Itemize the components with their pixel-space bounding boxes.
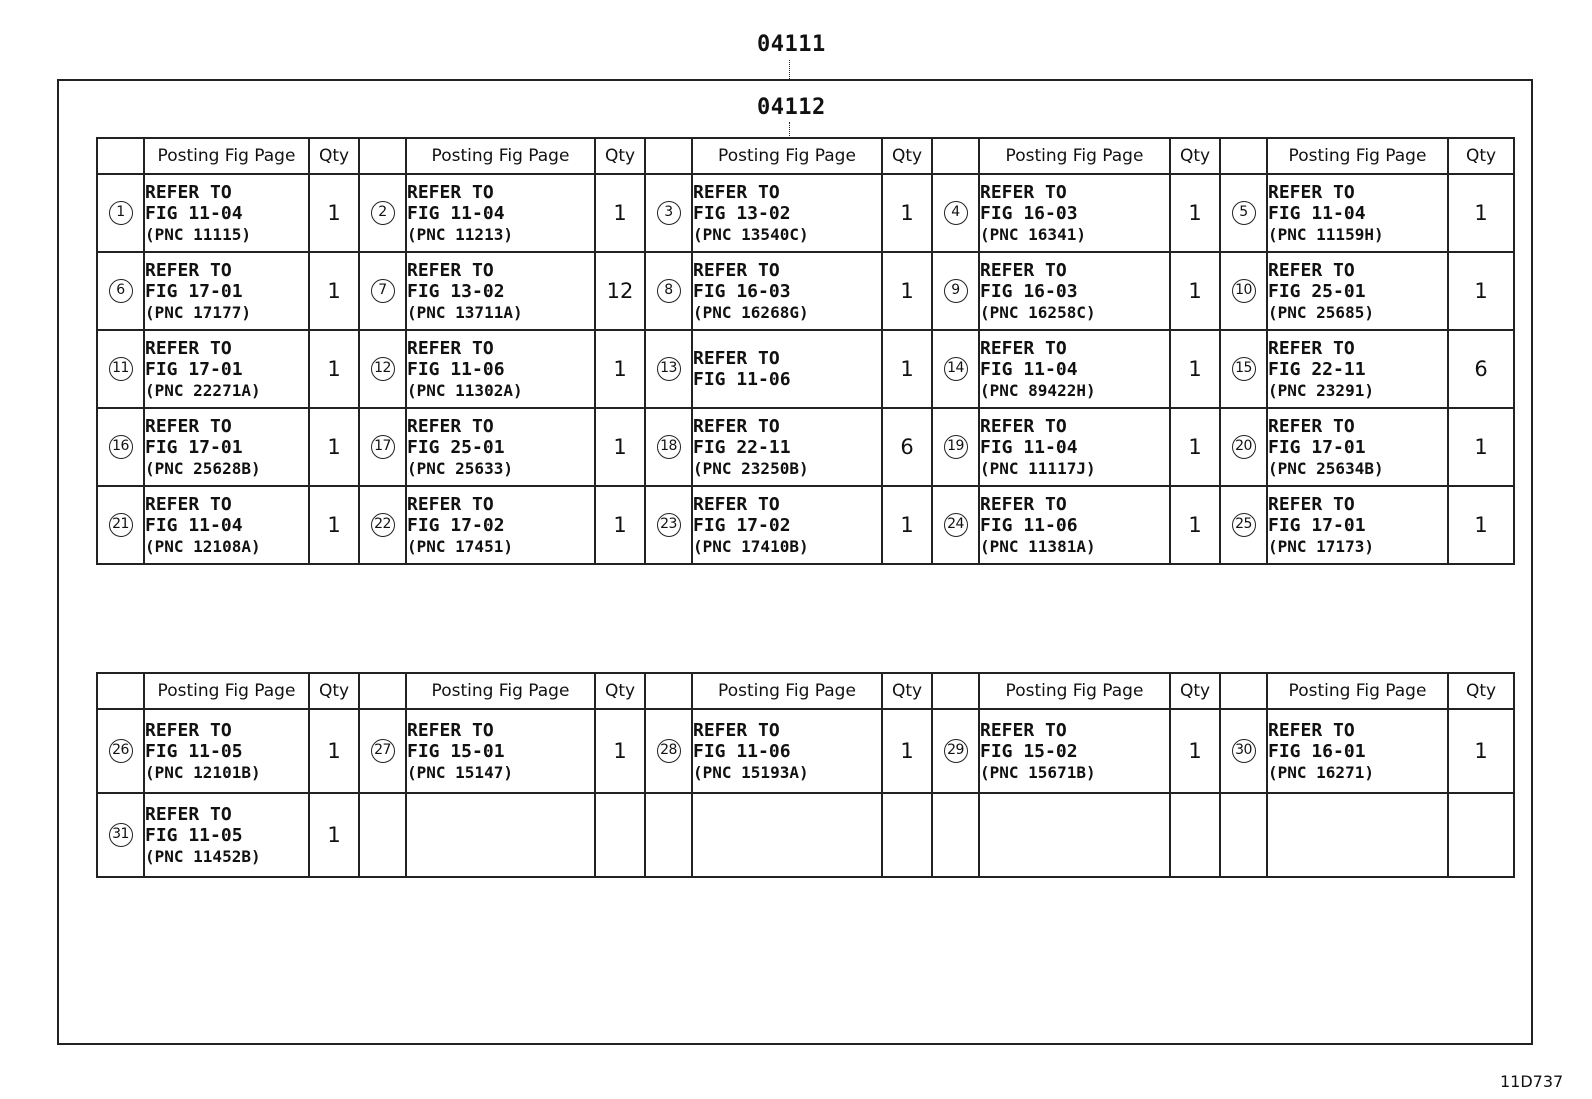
reference-cell bbox=[406, 486, 595, 564]
reference-cell bbox=[144, 793, 309, 877]
pnc-reference: (PNC 25633) bbox=[407, 458, 513, 478]
refer-to-text: REFER TO bbox=[980, 181, 1067, 203]
header-posting-fig-page: Posting Fig Page bbox=[692, 673, 882, 709]
reference-cell bbox=[692, 330, 882, 408]
qty-cell: 1 bbox=[1170, 709, 1220, 793]
reference-cell bbox=[1267, 793, 1448, 877]
qty-cell: 1 bbox=[595, 486, 645, 564]
fig-reference: FIG 11-06 bbox=[693, 369, 791, 390]
refer-to-text: REFER TO bbox=[980, 719, 1067, 741]
refer-to-text: REFER TO bbox=[980, 415, 1067, 437]
header-qty: Qty bbox=[309, 673, 359, 709]
pnc-reference: (PNC 22271A) bbox=[145, 380, 261, 400]
reference-cell bbox=[144, 252, 309, 330]
item-number-badge: 29 bbox=[944, 739, 968, 763]
pnc-reference: (PNC 11302A) bbox=[407, 380, 523, 400]
table-header-row bbox=[97, 138, 1514, 174]
reference-cell bbox=[979, 793, 1170, 877]
header-qty: Qty bbox=[882, 673, 932, 709]
fig-reference: FIG 11-05 bbox=[145, 740, 243, 762]
qty-cell: 1 bbox=[882, 174, 932, 252]
header-posting-fig-page: Posting Fig Page bbox=[979, 673, 1170, 709]
reference-cell bbox=[692, 174, 882, 252]
fig-reference: FIG 17-01 bbox=[1268, 514, 1366, 536]
qty-cell: 1 bbox=[882, 709, 932, 793]
fig-reference: FIG 17-02 bbox=[407, 514, 505, 536]
refer-to-text: REFER TO bbox=[980, 337, 1067, 359]
table-row bbox=[97, 252, 1514, 330]
reference-cell bbox=[406, 408, 595, 486]
pnc-reference: (PNC 25634B) bbox=[1268, 458, 1384, 478]
qty-cell: 1 bbox=[309, 793, 359, 877]
pnc-reference: (PNC 15147) bbox=[407, 762, 513, 782]
item-number-cell bbox=[97, 486, 144, 564]
fig-reference: FIG 11-06 bbox=[693, 740, 791, 762]
header-qty: Qty bbox=[1170, 673, 1220, 709]
reference-cell bbox=[406, 709, 595, 793]
table-row bbox=[97, 174, 1514, 252]
item-number-cell bbox=[932, 486, 979, 564]
item-number-cell bbox=[1220, 709, 1267, 793]
qty-cell: 1 bbox=[1448, 252, 1514, 330]
reference-cell bbox=[406, 330, 595, 408]
refer-to-text: REFER TO bbox=[145, 181, 232, 203]
pnc-reference: (PNC 23250B) bbox=[693, 458, 809, 478]
item-number-badge: 15 bbox=[1232, 357, 1256, 381]
header-posting-fig-page: Posting Fig Page bbox=[1267, 673, 1448, 709]
qty-cell: 1 bbox=[309, 486, 359, 564]
qty-cell: 1 bbox=[1448, 709, 1514, 793]
reference-cell bbox=[406, 252, 595, 330]
refer-to-text: REFER TO bbox=[407, 259, 494, 281]
item-number-cell bbox=[359, 330, 406, 408]
qty-cell: 1 bbox=[1448, 174, 1514, 252]
qty-cell: 1 bbox=[309, 330, 359, 408]
header-qty: Qty bbox=[309, 138, 359, 174]
reference-cell bbox=[1267, 330, 1448, 408]
qty-cell: 1 bbox=[1448, 486, 1514, 564]
pnc-reference: (PNC 11213) bbox=[407, 224, 513, 244]
pnc-reference: (PNC 11381A) bbox=[980, 536, 1096, 556]
fig-reference: FIG 11-04 bbox=[980, 358, 1078, 380]
item-number-badge: 31 bbox=[109, 823, 133, 847]
refer-to-text: REFER TO bbox=[407, 719, 494, 741]
fig-reference: FIG 11-06 bbox=[980, 514, 1078, 536]
qty-cell: 1 bbox=[595, 174, 645, 252]
header-qty: Qty bbox=[882, 138, 932, 174]
reference-cell bbox=[144, 174, 309, 252]
refer-to-text: REFER TO bbox=[693, 493, 780, 515]
item-number-badge: 4 bbox=[944, 201, 968, 225]
qty-cell: 1 bbox=[1170, 252, 1220, 330]
header-qty: Qty bbox=[1448, 673, 1514, 709]
header-item-number bbox=[645, 673, 692, 709]
refer-to-text: REFER TO bbox=[1268, 259, 1355, 281]
item-number-cell bbox=[359, 174, 406, 252]
item-number-cell bbox=[645, 174, 692, 252]
qty-cell: 1 bbox=[1170, 330, 1220, 408]
reference-cell bbox=[979, 330, 1170, 408]
reference-cell bbox=[979, 408, 1170, 486]
item-number-badge: 9 bbox=[944, 279, 968, 303]
pnc-reference: (PNC 16271) bbox=[1268, 762, 1374, 782]
reference-cell bbox=[979, 486, 1170, 564]
refer-to-text: REFER TO bbox=[145, 415, 232, 437]
table-row bbox=[97, 486, 1514, 564]
reference-cell bbox=[1267, 174, 1448, 252]
qty-cell: 1 bbox=[882, 252, 932, 330]
refer-to-text: REFER TO bbox=[407, 493, 494, 515]
pnc-reference: (PNC 23291) bbox=[1268, 380, 1374, 400]
refer-to-text: REFER TO bbox=[980, 259, 1067, 281]
fig-reference: FIG 22-11 bbox=[693, 436, 791, 458]
header-qty: Qty bbox=[1448, 138, 1514, 174]
table-row bbox=[97, 793, 1514, 877]
item-number-badge: 21 bbox=[109, 513, 133, 537]
qty-cell: 1 bbox=[595, 330, 645, 408]
item-number-cell bbox=[1220, 330, 1267, 408]
item-number-cell bbox=[645, 486, 692, 564]
qty-cell: 6 bbox=[882, 408, 932, 486]
item-number-badge: 7 bbox=[371, 279, 395, 303]
reference-cell bbox=[1267, 408, 1448, 486]
fig-reference: FIG 22-11 bbox=[1268, 358, 1366, 380]
item-number-cell bbox=[97, 174, 144, 252]
qty-cell: 1 bbox=[882, 486, 932, 564]
pnc-reference: (PNC 12101B) bbox=[145, 762, 261, 782]
fig-reference: FIG 17-01 bbox=[145, 436, 243, 458]
fig-reference: FIG 13-02 bbox=[693, 202, 791, 224]
header-qty: Qty bbox=[1170, 138, 1220, 174]
item-number-cell bbox=[645, 793, 692, 877]
reference-cell bbox=[1267, 252, 1448, 330]
qty-cell bbox=[595, 793, 645, 877]
refer-to-text: REFER TO bbox=[1268, 337, 1355, 359]
reference-cell bbox=[692, 486, 882, 564]
item-number-badge: 8 bbox=[657, 279, 681, 303]
item-number-cell bbox=[97, 252, 144, 330]
refer-to-text: REFER TO bbox=[980, 493, 1067, 515]
item-number-cell bbox=[359, 486, 406, 564]
header-item-number bbox=[1220, 673, 1267, 709]
pnc-reference: (PNC 11115) bbox=[145, 224, 251, 244]
refer-to-text: REFER TO bbox=[693, 719, 780, 741]
pnc-reference: (PNC 11452B) bbox=[145, 846, 261, 866]
pnc-reference: (PNC 17177) bbox=[145, 302, 251, 322]
item-number-cell bbox=[645, 330, 692, 408]
item-number-cell bbox=[359, 793, 406, 877]
refer-to-text: REFER TO bbox=[407, 337, 494, 359]
reference-cell bbox=[979, 709, 1170, 793]
item-number-cell bbox=[1220, 486, 1267, 564]
qty-cell: 1 bbox=[309, 408, 359, 486]
qty-cell: 6 bbox=[1448, 330, 1514, 408]
fig-reference: FIG 16-03 bbox=[693, 280, 791, 302]
item-number-badge: 5 bbox=[1232, 201, 1256, 225]
table-row bbox=[97, 709, 1514, 793]
reference-cell bbox=[144, 486, 309, 564]
header-item-number bbox=[359, 673, 406, 709]
pnc-reference: (PNC 11159H) bbox=[1268, 224, 1384, 244]
qty-cell: 1 bbox=[1170, 174, 1220, 252]
illustration-code: 11D737 bbox=[1500, 1072, 1564, 1091]
item-number-badge: 30 bbox=[1232, 739, 1256, 763]
item-number-badge: 1 bbox=[109, 201, 133, 225]
fig-reference: FIG 17-01 bbox=[1268, 436, 1366, 458]
pnc-reference: (PNC 17410B) bbox=[693, 536, 809, 556]
pnc-reference: (PNC 17173) bbox=[1268, 536, 1374, 556]
table-row bbox=[97, 330, 1514, 408]
item-number-cell bbox=[645, 408, 692, 486]
item-number-badge: 16 bbox=[109, 435, 133, 459]
qty-cell: 1 bbox=[1170, 486, 1220, 564]
fig-reference: FIG 11-06 bbox=[407, 358, 505, 380]
header-item-number bbox=[645, 138, 692, 174]
header-qty: Qty bbox=[595, 138, 645, 174]
header-item-number bbox=[97, 673, 144, 709]
item-number-badge: 10 bbox=[1232, 279, 1256, 303]
header-posting-fig-page: Posting Fig Page bbox=[1267, 138, 1448, 174]
header-row bbox=[97, 138, 1514, 174]
assembly-code-04112: 04112 bbox=[757, 95, 826, 120]
qty-cell bbox=[1170, 793, 1220, 877]
reference-cell bbox=[406, 174, 595, 252]
fig-reference: FIG 11-04 bbox=[407, 202, 505, 224]
item-number-badge: 25 bbox=[1232, 513, 1256, 537]
item-number-badge: 14 bbox=[944, 357, 968, 381]
item-number-badge: 24 bbox=[944, 513, 968, 537]
parts-reference-table-1 bbox=[96, 137, 1515, 565]
qty-cell: 1 bbox=[595, 709, 645, 793]
pnc-reference: (PNC 17451) bbox=[407, 536, 513, 556]
table-header-row bbox=[97, 673, 1514, 709]
reference-cell bbox=[406, 793, 595, 877]
refer-to-text: REFER TO bbox=[693, 415, 780, 437]
qty-cell: 1 bbox=[882, 330, 932, 408]
fig-reference: FIG 15-02 bbox=[980, 740, 1078, 762]
item-number-cell bbox=[932, 174, 979, 252]
qty-cell: 1 bbox=[1448, 408, 1514, 486]
refer-to-text: REFER TO bbox=[145, 493, 232, 515]
fig-reference: FIG 11-04 bbox=[980, 436, 1078, 458]
item-number-cell bbox=[97, 793, 144, 877]
pnc-reference: (PNC 12108A) bbox=[145, 536, 261, 556]
refer-to-text: REFER TO bbox=[407, 181, 494, 203]
header-row bbox=[97, 673, 1514, 709]
item-number-badge: 6 bbox=[109, 279, 133, 303]
item-number-cell bbox=[359, 408, 406, 486]
item-number-cell bbox=[97, 408, 144, 486]
refer-to-text: REFER TO bbox=[1268, 493, 1355, 515]
item-number-cell bbox=[932, 709, 979, 793]
item-number-badge: 12 bbox=[371, 357, 395, 381]
refer-to-text: REFER TO bbox=[1268, 181, 1355, 203]
qty-cell: 1 bbox=[309, 174, 359, 252]
refer-to-text: REFER TO bbox=[145, 719, 232, 741]
fig-reference: FIG 15-01 bbox=[407, 740, 505, 762]
refer-to-text: REFER TO bbox=[1268, 415, 1355, 437]
pnc-reference: (PNC 13711A) bbox=[407, 302, 523, 322]
qty-cell: 1 bbox=[309, 252, 359, 330]
reference-cell bbox=[1267, 709, 1448, 793]
header-qty: Qty bbox=[595, 673, 645, 709]
item-number-cell bbox=[932, 252, 979, 330]
item-number-badge: 17 bbox=[371, 435, 395, 459]
pnc-reference: (PNC 89422H) bbox=[980, 380, 1096, 400]
header-item-number bbox=[1220, 138, 1267, 174]
item-number-badge: 3 bbox=[657, 201, 681, 225]
header-item-number bbox=[932, 673, 979, 709]
refer-to-text: REFER TO bbox=[693, 181, 780, 203]
refer-to-text: REFER TO bbox=[693, 259, 780, 281]
item-number-cell bbox=[1220, 252, 1267, 330]
refer-to-text: REFER TO bbox=[145, 803, 232, 825]
header-item-number bbox=[932, 138, 979, 174]
item-number-badge: 19 bbox=[944, 435, 968, 459]
item-number-badge: 22 bbox=[371, 513, 395, 537]
table-row bbox=[97, 408, 1514, 486]
header-posting-fig-page: Posting Fig Page bbox=[144, 138, 309, 174]
reference-cell bbox=[144, 408, 309, 486]
pnc-reference: (PNC 11117J) bbox=[980, 458, 1096, 478]
item-number-badge: 26 bbox=[109, 739, 133, 763]
reference-cell bbox=[144, 330, 309, 408]
fig-reference: FIG 25-01 bbox=[1268, 280, 1366, 302]
fig-reference: FIG 16-03 bbox=[980, 202, 1078, 224]
qty-cell bbox=[1448, 793, 1514, 877]
reference-cell bbox=[692, 408, 882, 486]
pnc-reference: (PNC 25685) bbox=[1268, 302, 1374, 322]
reference-cell bbox=[692, 793, 882, 877]
header-posting-fig-page: Posting Fig Page bbox=[144, 673, 309, 709]
item-number-badge: 13 bbox=[657, 357, 681, 381]
pnc-reference: (PNC 13540C) bbox=[693, 224, 809, 244]
fig-reference: FIG 17-01 bbox=[145, 280, 243, 302]
header-posting-fig-page: Posting Fig Page bbox=[406, 673, 595, 709]
item-number-cell bbox=[932, 408, 979, 486]
fig-reference: FIG 13-02 bbox=[407, 280, 505, 302]
fig-reference: FIG 11-04 bbox=[145, 202, 243, 224]
qty-cell: 1 bbox=[309, 709, 359, 793]
item-number-cell bbox=[1220, 408, 1267, 486]
item-number-cell bbox=[97, 330, 144, 408]
header-posting-fig-page: Posting Fig Page bbox=[692, 138, 882, 174]
pnc-reference: (PNC 16258C) bbox=[980, 302, 1096, 322]
qty-cell: 1 bbox=[595, 408, 645, 486]
header-item-number bbox=[359, 138, 406, 174]
item-number-badge: 20 bbox=[1232, 435, 1256, 459]
fig-reference: FIG 16-03 bbox=[980, 280, 1078, 302]
item-number-badge: 11 bbox=[109, 357, 133, 381]
item-number-badge: 28 bbox=[657, 739, 681, 763]
fig-reference: FIG 17-01 bbox=[145, 358, 243, 380]
item-number-cell bbox=[359, 709, 406, 793]
reference-cell bbox=[692, 709, 882, 793]
item-number-badge: 2 bbox=[371, 201, 395, 225]
header-item-number bbox=[97, 138, 144, 174]
item-number-cell bbox=[645, 252, 692, 330]
refer-to-text: REFER TO bbox=[1268, 719, 1355, 741]
reference-cell bbox=[144, 709, 309, 793]
item-number-cell bbox=[97, 709, 144, 793]
item-number-cell bbox=[1220, 793, 1267, 877]
fig-reference: FIG 11-05 bbox=[145, 824, 243, 846]
leader-line-outer bbox=[789, 60, 790, 79]
fig-reference: FIG 11-04 bbox=[1268, 202, 1366, 224]
reference-cell bbox=[692, 252, 882, 330]
item-number-badge: 27 bbox=[371, 739, 395, 763]
pnc-reference: (PNC 16268G) bbox=[693, 302, 809, 322]
refer-to-text: REFER TO bbox=[145, 337, 232, 359]
qty-cell: 12 bbox=[595, 252, 645, 330]
assembly-code-04111: 04111 bbox=[757, 32, 826, 57]
item-number-badge: 23 bbox=[657, 513, 681, 537]
fig-reference: FIG 17-02 bbox=[693, 514, 791, 536]
refer-to-text: REFER TO bbox=[145, 259, 232, 281]
item-number-cell bbox=[359, 252, 406, 330]
fig-reference: FIG 25-01 bbox=[407, 436, 505, 458]
header-posting-fig-page: Posting Fig Page bbox=[406, 138, 595, 174]
item-number-cell bbox=[932, 330, 979, 408]
header-posting-fig-page: Posting Fig Page bbox=[979, 138, 1170, 174]
qty-cell bbox=[882, 793, 932, 877]
pnc-reference: (PNC 25628B) bbox=[145, 458, 261, 478]
pnc-reference: (PNC 16341) bbox=[980, 224, 1086, 244]
refer-to-text: REFER TO bbox=[407, 415, 494, 437]
reference-cell bbox=[1267, 486, 1448, 564]
leader-line-inner bbox=[789, 122, 790, 138]
fig-reference: FIG 16-01 bbox=[1268, 740, 1366, 762]
item-number-badge: 18 bbox=[657, 435, 681, 459]
fig-reference: FIG 11-04 bbox=[145, 514, 243, 536]
item-number-cell bbox=[932, 793, 979, 877]
reference-cell bbox=[979, 252, 1170, 330]
pnc-reference: (PNC 15671B) bbox=[980, 762, 1096, 782]
qty-cell: 1 bbox=[1170, 408, 1220, 486]
parts-reference-table-2 bbox=[96, 672, 1515, 878]
reference-cell bbox=[979, 174, 1170, 252]
refer-to-text: REFER TO bbox=[693, 348, 780, 369]
item-number-cell bbox=[1220, 174, 1267, 252]
pnc-reference: (PNC 15193A) bbox=[693, 762, 809, 782]
item-number-cell bbox=[645, 709, 692, 793]
